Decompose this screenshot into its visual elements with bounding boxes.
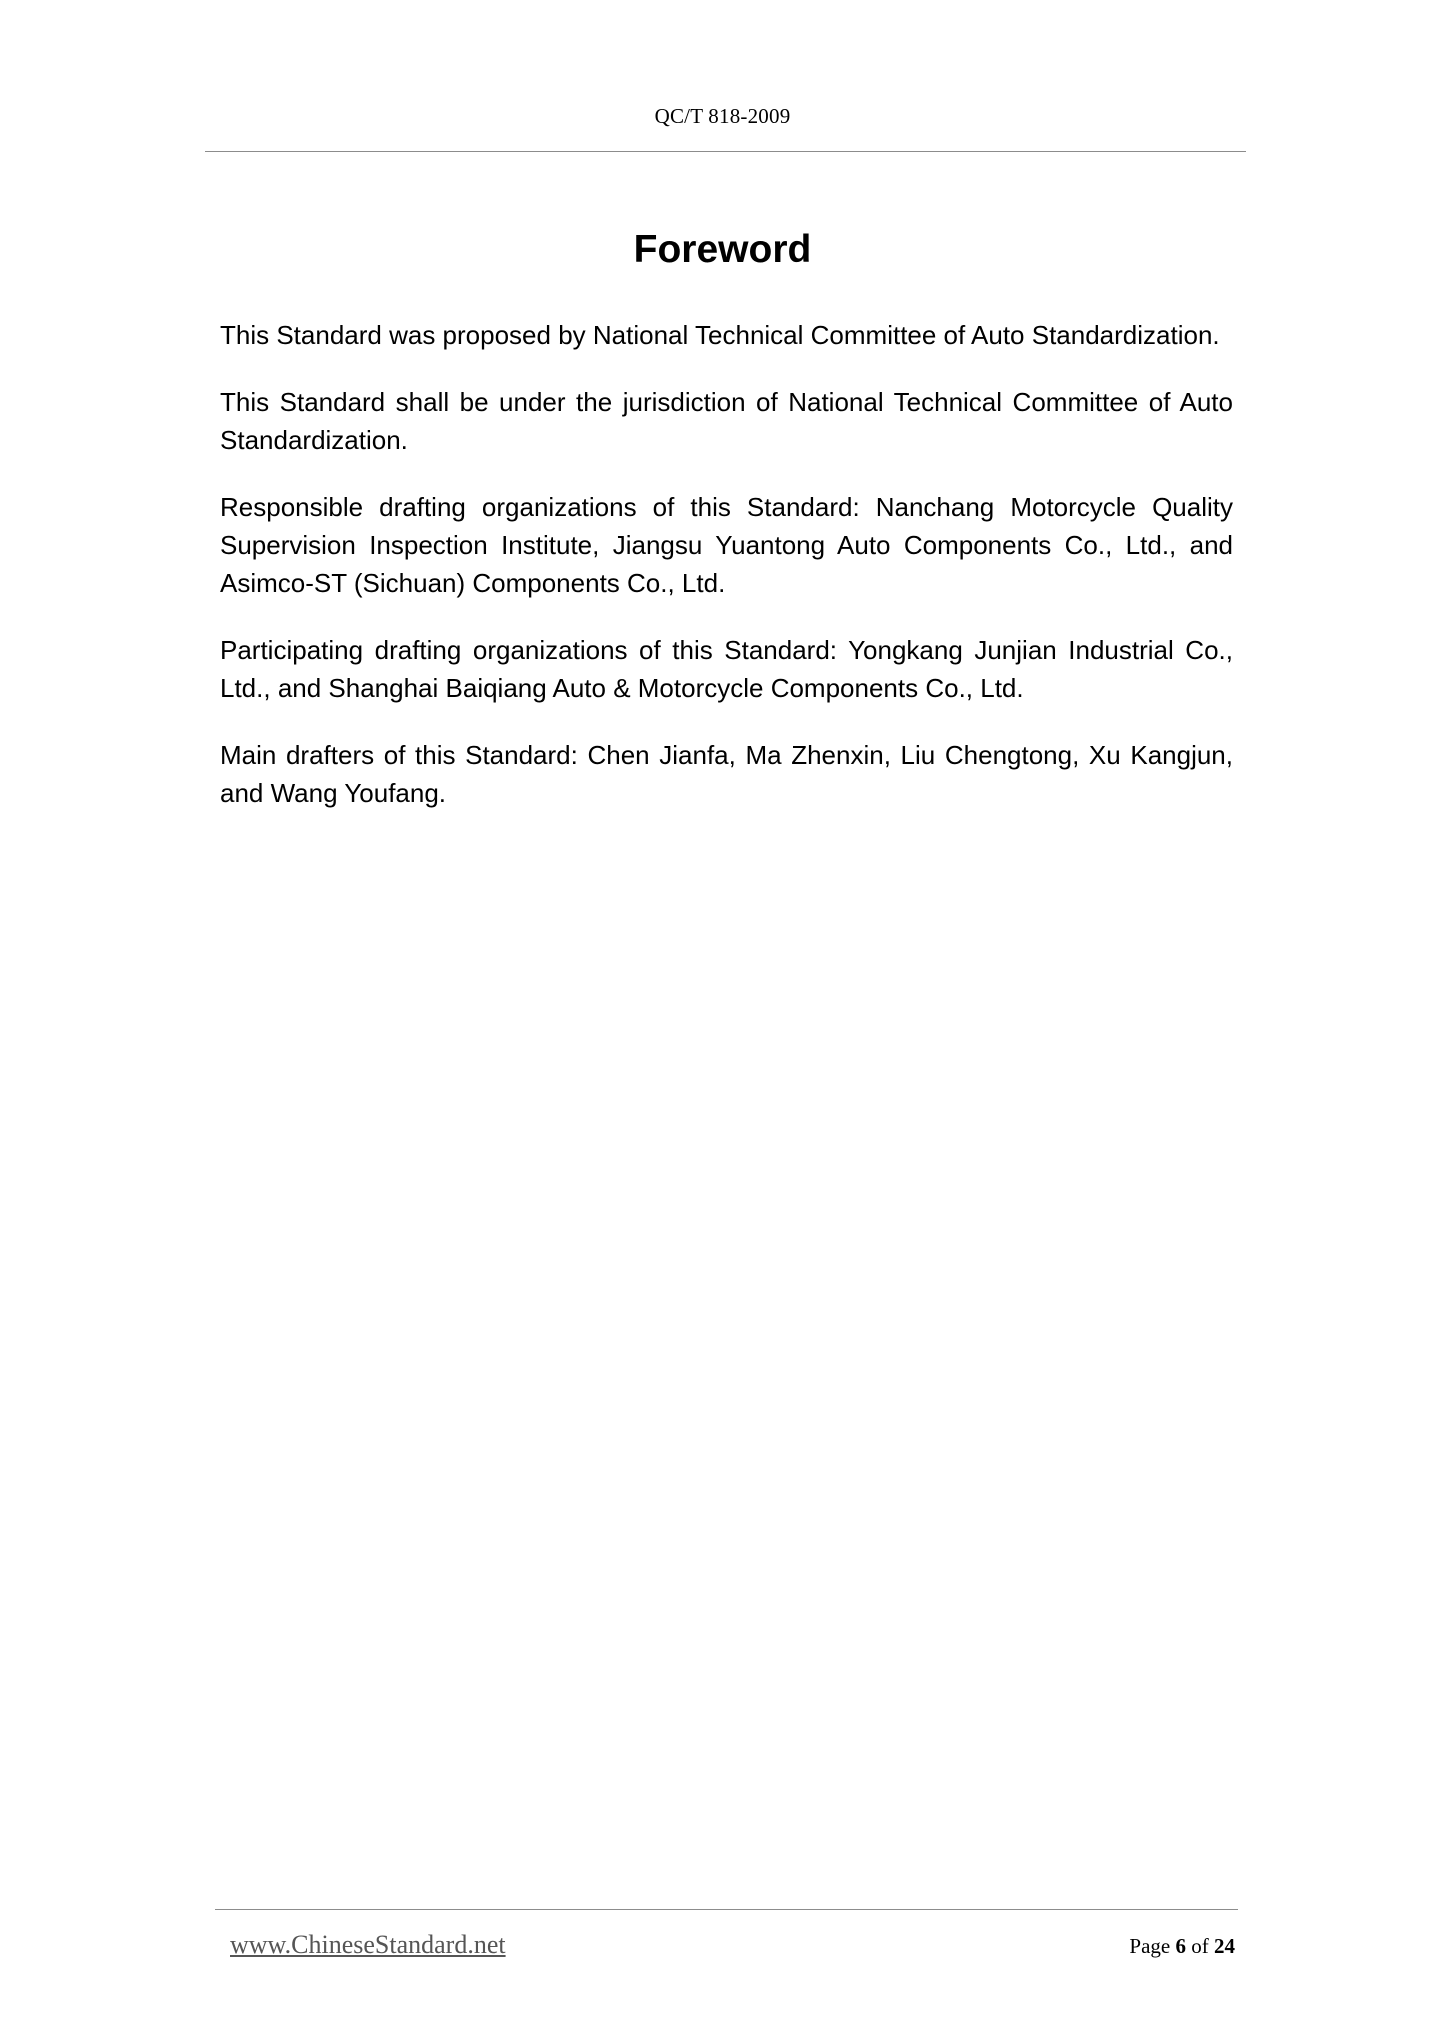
paragraph-responsible-organizations: Responsible drafting organizations of this Standard: Nanchang Motorcycle Quality Supervision Inspection Institute, Jiangsu Yuantong Auto Components Co., Ltd., and Asimco-ST (Sichuan) Components Co., Ltd. <box>220 492 1233 598</box>
paragraph-participating-organizations: Participating drafting organizations of this Standard: Yongkang Junjian Industrial Co., Ltd., and Shanghai Baiqiang Auto & Motorcycle Components Co., Ltd. <box>220 635 1233 703</box>
footer-divider <box>215 1909 1238 1910</box>
page-title: Foreword <box>633 228 812 271</box>
page-of: of <box>1191 1934 1209 1958</box>
paragraph-jurisdiction: This Standard shall be under the jurisdiction of National Technical Committee of Auto Standardization. <box>220 387 1233 455</box>
paragraph-main-drafters: Main drafters of this Standard: Chen Jianfa, Ma Zhenxin, Liu Chengtong, Xu Kangjun, and Wang Youfang. <box>220 740 1233 808</box>
paragraph-proposed-by: This Standard was proposed by National Technical Committee of Auto Standardization. <box>220 320 1220 350</box>
page-current: 6 <box>1175 1934 1186 1958</box>
website-link[interactable]: www.ChineseStandard.net <box>230 1930 506 1959</box>
standard-code: QC/T 818-2009 <box>654 104 791 128</box>
page-total: 24 <box>1214 1934 1235 1958</box>
page-prefix: Page <box>1129 1934 1171 1958</box>
header-divider <box>205 151 1246 152</box>
page-number <box>1129 1934 1235 1959</box>
document-body <box>220 316 1233 841</box>
